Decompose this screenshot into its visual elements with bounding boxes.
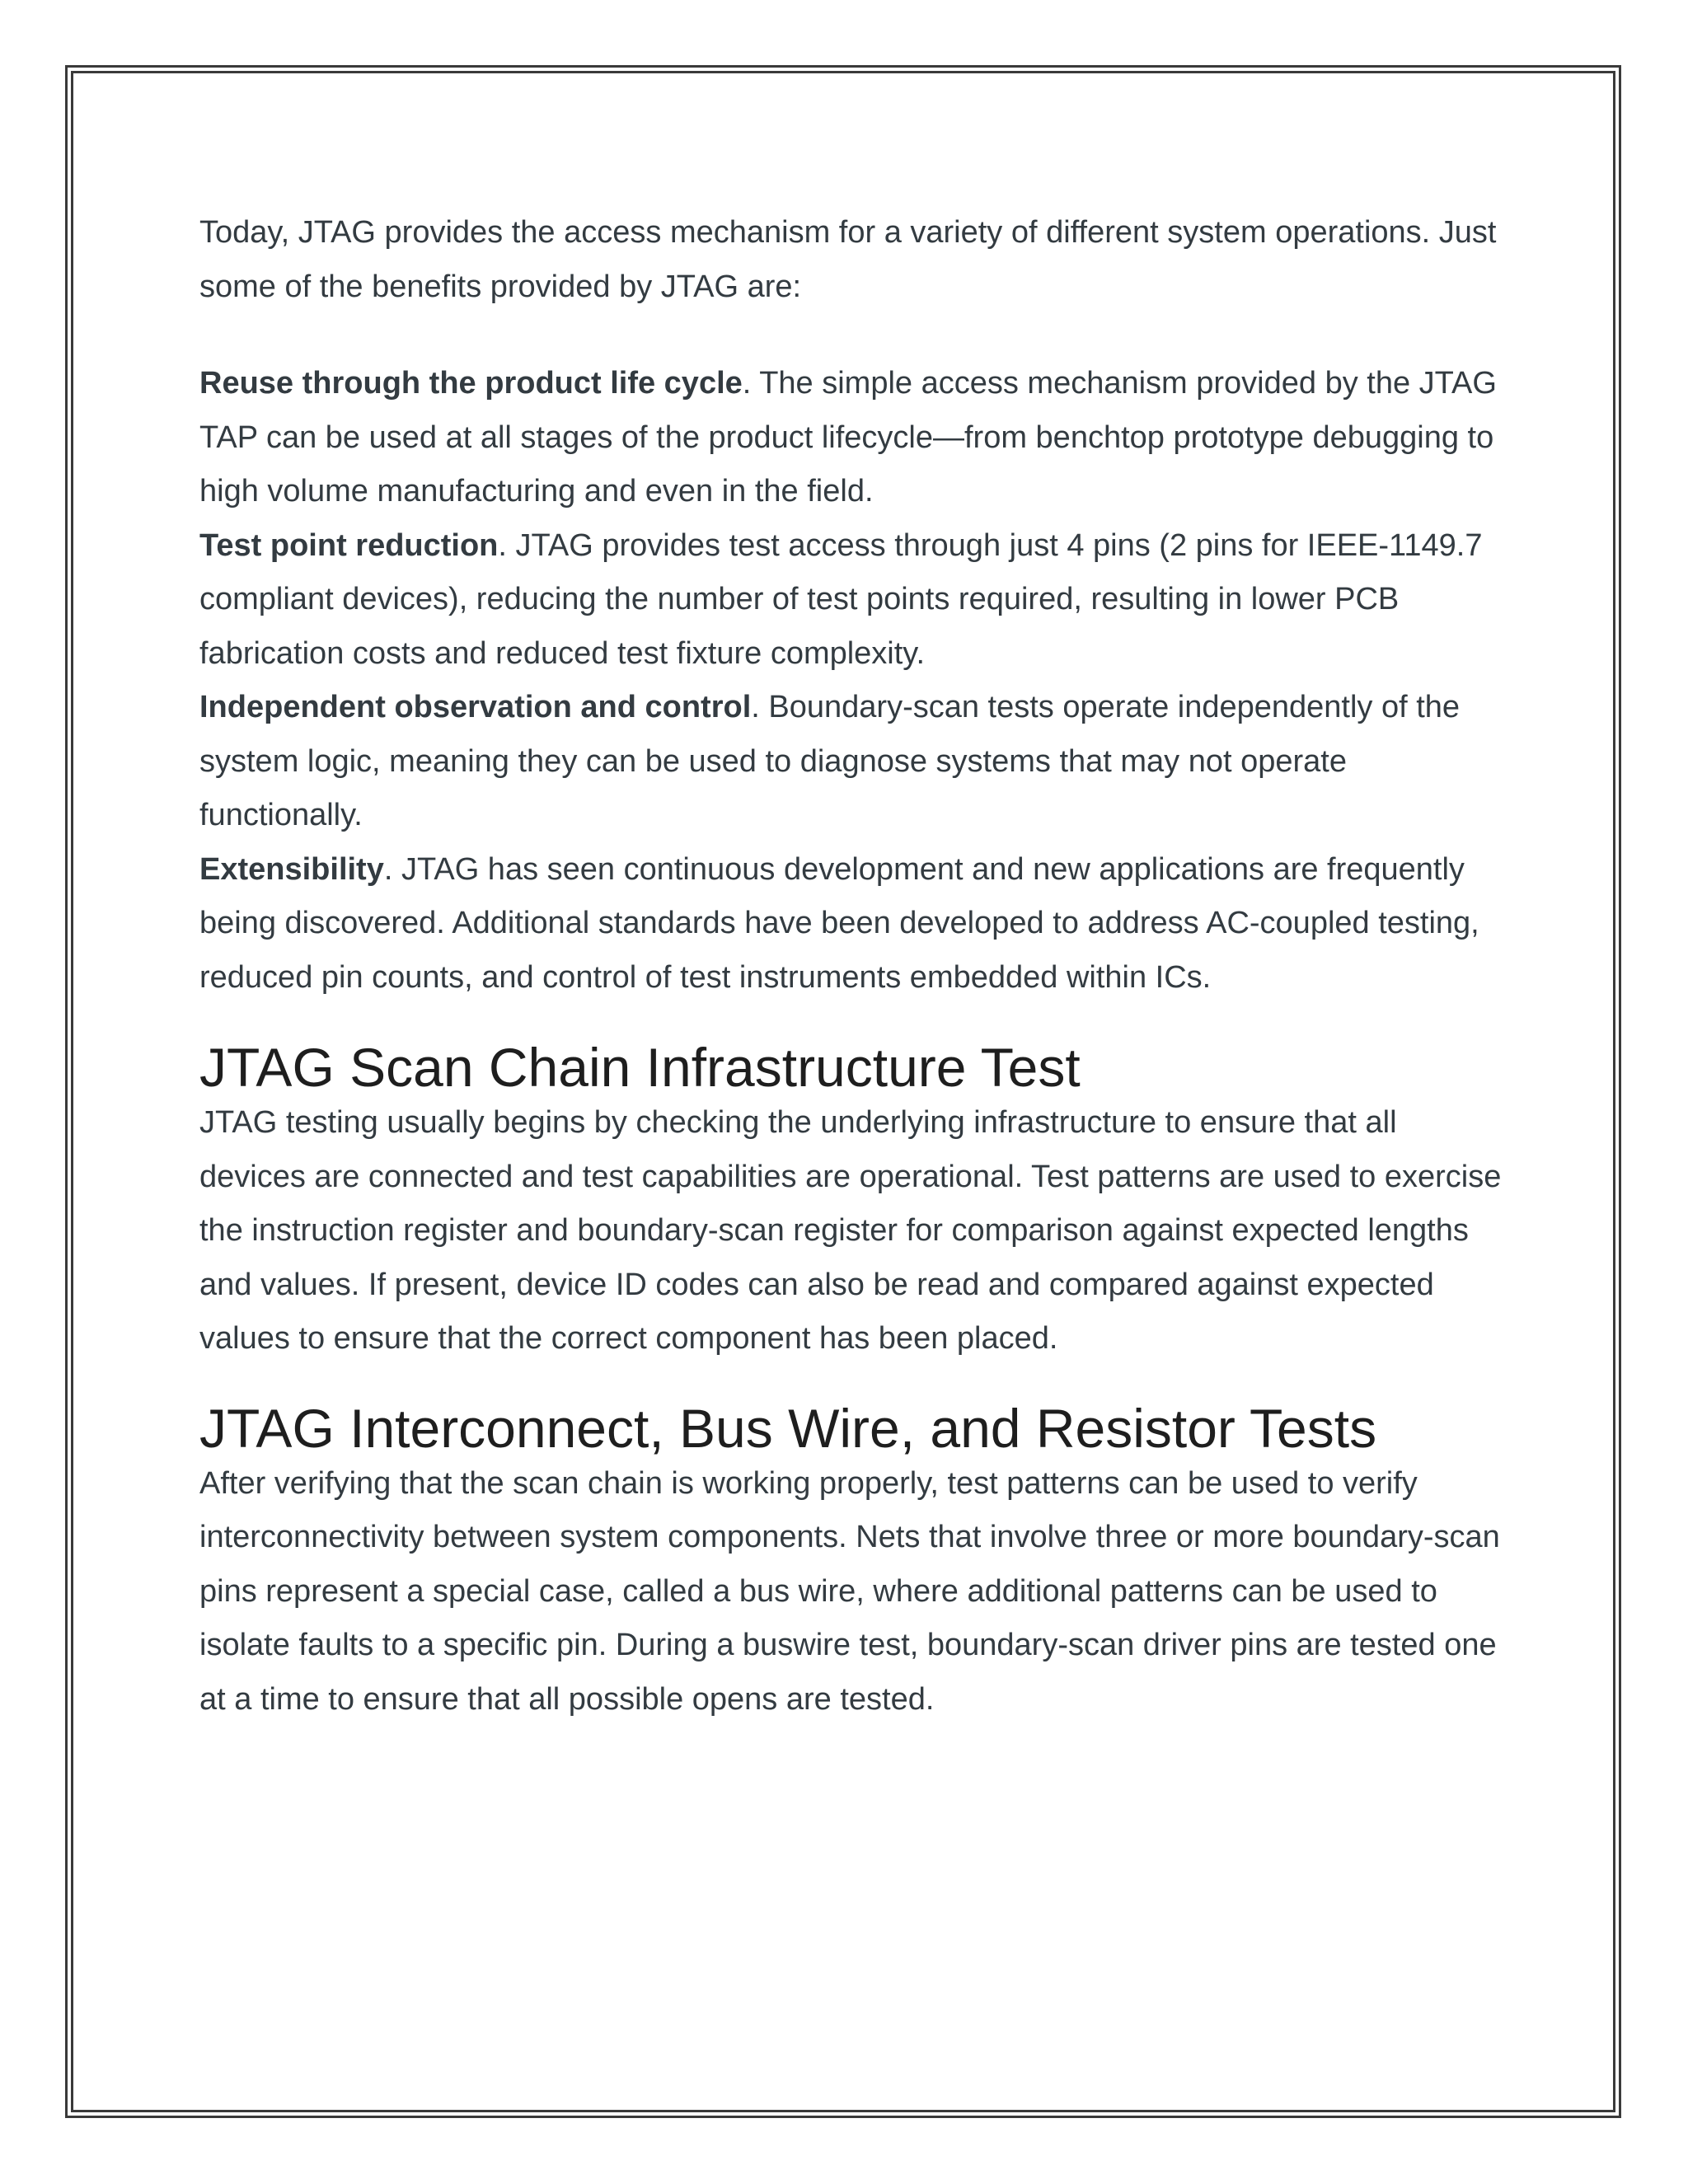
benefit-text: . JTAG has seen continuous development and new applications are frequently being discovered. Additional standards have been developed to address AC-coupled testing, reduced pin counts, and control of test instruments embedded within ICs. (199, 851, 1479, 995)
benefit-text: . Boundary-scan tests operate independently of the system logic, meaning they can be used to diagnose systems that may not operate functionally. (199, 690, 1461, 832)
benefit-title: Independent observation and control (199, 690, 752, 724)
section-heading-scan-chain: JTAG Scan Chain Infrastructure Test (199, 1037, 1081, 1098)
benefit-title: Test point reduction (199, 527, 499, 563)
benefit-text: . JTAG provides test access through just 4 pins (2 pins for IEEE-1149.7 compliant devices), reducing the number of test points required, resulting in lower PCB fabrication costs and reduced test fixture complexity. (199, 527, 1483, 671)
benefit-item (199, 843, 1502, 1005)
intro-paragraph: Today, JTAG provides the access mechanism for a variety of different system operations. Just some of the benefits provided by JTAG are: (199, 215, 1497, 304)
benefit-item (199, 681, 1502, 843)
section-heading-interconnect: JTAG Interconnect, Bus Wire, and Resistor Tests (199, 1397, 1377, 1459)
benefit-title: Reuse through the product life cycle (199, 366, 743, 401)
benefit-title: Extensibility (199, 851, 384, 887)
benefit-item (199, 519, 1502, 682)
section-body-scan-chain: JTAG testing usually begins by checking the underlying infrastructure to ensure that all devices are connected and test capabilities are operational. Test patterns are used to exercise the instruction register and boundary-scan register for comparison against expected lengths and values. If present, device ID codes can also be read and compared against expected values to ensure that the correct component has been placed. (199, 1105, 1502, 1356)
document-body (199, 206, 1502, 1727)
benefits-list (199, 357, 1502, 1005)
benefit-item (199, 357, 1502, 519)
section-body-interconnect: After verifying that the scan chain is working properly, test patterns can be used to verify interconnectivity between system components. Nets that involve three or more boundary-scan pins represent a special case, called a bus wire, where additional patterns can be used to isolate faults to a specific pin. During a buswire test, boundary-scan driver pins are tested one at a time to ensure that all possible opens are tested. (199, 1465, 1500, 1717)
benefit-text: . The simple access mechanism provided by the JTAG TAP can be used at all stages of the product lifecycle—from benchtop prototype debugging to high volume manufacturing and even in the field. (199, 366, 1497, 509)
